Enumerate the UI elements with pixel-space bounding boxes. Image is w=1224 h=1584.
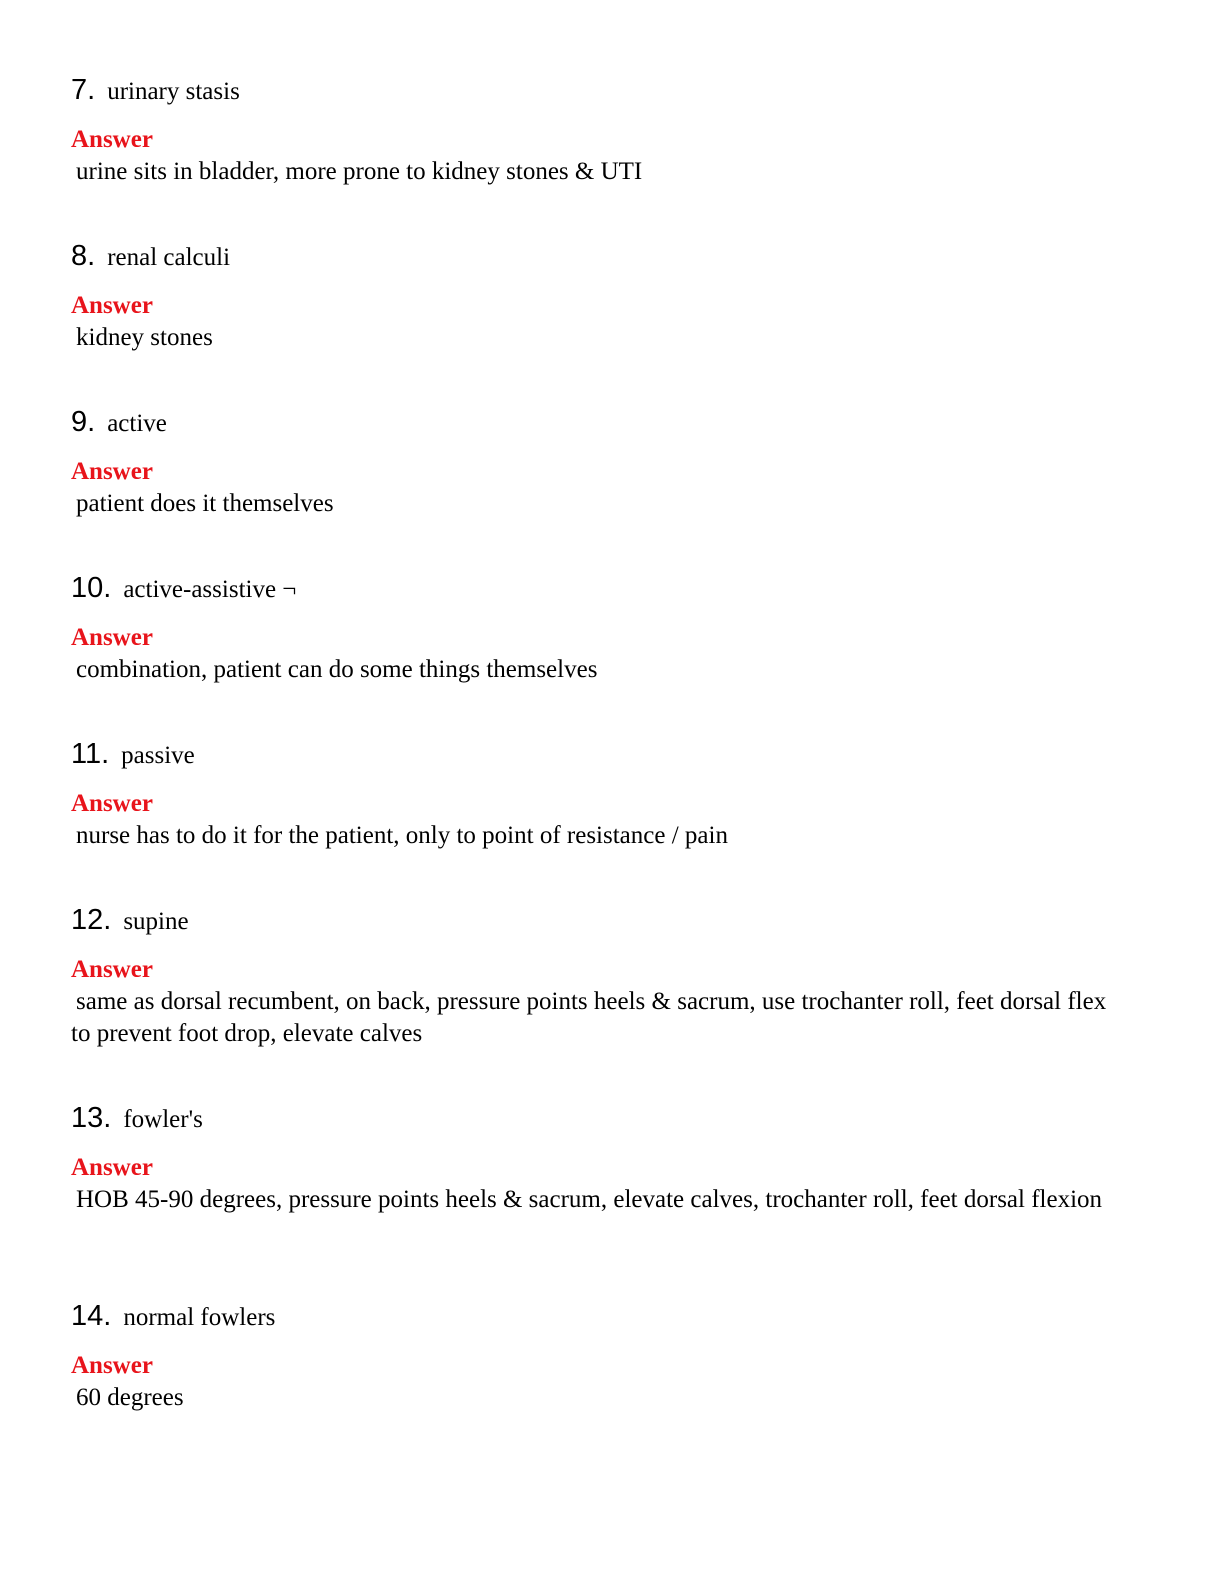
answer-text: combination, patient can do some things themselves (76, 656, 598, 683)
question-number: 8. (71, 240, 96, 272)
question-term: urinary stasis (107, 78, 240, 105)
question-number: 10. (71, 572, 112, 604)
question-number: 13. (71, 1102, 112, 1134)
question-term: passive (121, 742, 195, 769)
answer-label: Answer (71, 1352, 153, 1379)
answer-label: Answer (71, 292, 153, 319)
question (71, 1096, 1151, 1152)
answer-label: Answer (71, 624, 153, 651)
answer-text: patient does it themselves (76, 490, 334, 517)
answer-text: HOB 45-90 degrees, pressure points heels & sacrum, elevate calves, trochanter roll, feet dorsal flexion (76, 1186, 1103, 1213)
question-term: active (107, 410, 167, 437)
qa-item (71, 566, 1151, 732)
question-term: renal calculi (107, 244, 231, 271)
question (71, 1294, 1151, 1350)
question-term: fowler's (123, 1106, 203, 1133)
question (71, 732, 1151, 788)
question (71, 566, 1151, 622)
answer-label: Answer (71, 1154, 153, 1181)
question-number: 9. (71, 406, 96, 438)
question (71, 400, 1151, 456)
qa-item (71, 234, 1151, 400)
answer-label: Answer (71, 458, 153, 485)
question (71, 898, 1151, 954)
qa-item (71, 1096, 1151, 1294)
qa-item (71, 898, 1151, 1096)
question-term: supine (123, 908, 189, 935)
question-term: active-assistive ¬ (123, 576, 297, 603)
question-term: normal fowlers (123, 1304, 276, 1331)
qa-item (71, 400, 1151, 566)
flashcard-page (71, 68, 1151, 1460)
answer-label: Answer (71, 790, 153, 817)
question (71, 68, 1151, 124)
answer-label: Answer (71, 126, 153, 153)
answer-text: urine sits in bladder, more prone to kidney stones & UTI (76, 158, 643, 185)
answer-text: nurse has to do it for the patient, only to point of resistance / pain (76, 822, 728, 849)
question-number: 11. (71, 738, 110, 770)
qa-item (71, 732, 1151, 898)
qa-item (71, 1294, 1151, 1460)
question-number: 14. (71, 1300, 112, 1332)
question-number: 7. (71, 74, 96, 106)
answer-text: same as dorsal recumbent, on back, pressure points heels & sacrum, use trochanter roll, feet dorsal flex to prevent foot drop, elevate calves (71, 988, 1107, 1047)
answer-text: kidney stones (76, 324, 213, 351)
question-number: 12. (71, 904, 112, 936)
qa-item (71, 68, 1151, 234)
question (71, 234, 1151, 290)
answer-text: 60 degrees (76, 1384, 184, 1411)
answer-label: Answer (71, 956, 153, 983)
